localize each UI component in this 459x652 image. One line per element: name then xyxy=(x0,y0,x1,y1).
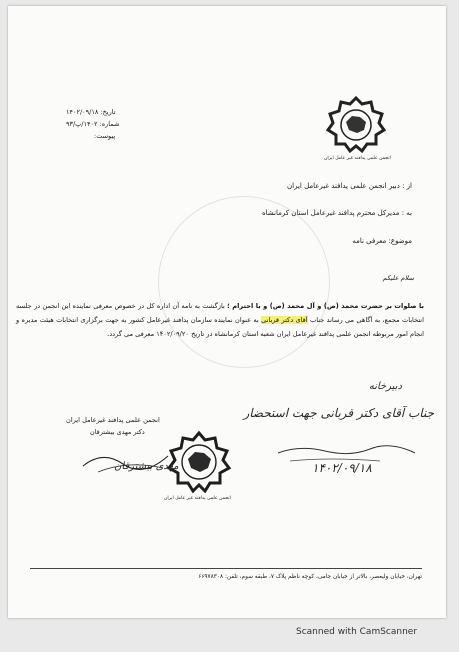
from-line: از : دبیر انجمن علمی پدافند غیرعامل ایران xyxy=(287,182,412,190)
handwritten-date: ۱۴۰۲/۰۹/۱۸ xyxy=(312,461,372,475)
salutation: با صلوات بر حضرت محمد (ص) و آل محمد (ص) و با احترام ؛ xyxy=(227,302,424,310)
organization-logo xyxy=(324,96,388,154)
signature-name: دکتر مهدی بیشترقان xyxy=(90,428,145,436)
handwritten-note-line1: دبیرخانه xyxy=(368,381,402,392)
attachment-line xyxy=(94,132,115,140)
handwritten-signature: مهدی بیشترقان xyxy=(114,461,179,472)
handwritten-note-line2: جناب آقای دکتر قربانی جهت استحضار xyxy=(243,406,434,420)
logo-caption: انجمن علمی پدافند غیر عامل ایران xyxy=(324,156,391,161)
attachment-label: پیوست: xyxy=(94,132,116,140)
number-line xyxy=(66,120,119,128)
number-value: ۱۴۰۲/پ/۹۳ xyxy=(66,120,98,128)
stamp-caption: انجمن علمی پدافند غیر عامل ایران xyxy=(164,496,231,501)
greeting: سلام علیکم xyxy=(382,274,414,282)
faint-watermark-logo xyxy=(158,196,330,368)
letter-page xyxy=(8,6,446,618)
footer-address: تهران، خیابان ولیعصر، بالاتر از خیابان جامی، کوچه ناظم پلاک ۷، طبقه سوم، تلفن: ۶۶۹۷۸۳۰۸ xyxy=(198,574,422,580)
date-label: تاریخ: xyxy=(100,108,116,116)
highlighted-name: آقای دکتر قربانی xyxy=(261,316,308,324)
camscanner-watermark: Scanned with CamScanner xyxy=(296,627,418,637)
signature-org: انجمن علمی پدافند غیرعامل ایران xyxy=(66,416,160,424)
body-text-a: بازگشت به نامه آن اداره کل در خصوص معرفی نماینده این انجمن در جلسه انتخابات مجمع، به آگاهی می رساند جناب xyxy=(16,302,424,324)
body-text-b: به عنوان نماینده سازمان پدافند غیرعامل کشور به جهت برگزاری انتخابات هیئت مدیره و انجام امور مربوطه انجمن علمی پدافند غیرعامل ایران شعبه استان کرمانشاه در تاریخ ۱۴۰۲/۰۹/۲۰ معرفی می گردد. xyxy=(16,316,424,338)
subject-line: موضوع: معرفی نامه xyxy=(352,237,412,245)
number-label: شماره: xyxy=(99,120,120,128)
to-line: به : مدیرکل محترم پدافند غیرعامل استان کرمانشاه xyxy=(261,209,412,217)
footer-divider xyxy=(30,568,422,569)
signature-scribble xyxy=(78,446,178,476)
date-value: ۱۴۰۲/۰۹/۱۸ xyxy=(66,108,99,116)
date-line xyxy=(66,108,116,116)
letter-body xyxy=(16,299,424,341)
